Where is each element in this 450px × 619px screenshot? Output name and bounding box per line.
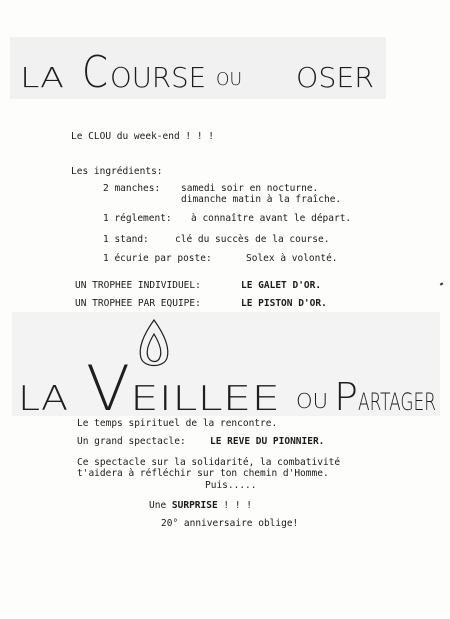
veillee-title-ou: OU	[296, 389, 328, 413]
trophy-individual-label: UN TROPHEE INDIVIDUEL:	[75, 280, 201, 291]
veillee-title-p-initial: P	[334, 375, 358, 416]
spectacle-value: LE REVE DU PIONNIER.	[210, 436, 325, 447]
reglement-value: à connaître avant le départ.	[191, 213, 352, 224]
ingredients-heading: Les ingrédients:	[71, 166, 163, 177]
veillee-banner	[12, 312, 440, 416]
course-banner-title	[10, 37, 386, 99]
spectacle-label: Un grand spectacle:	[77, 436, 186, 447]
surprise-suffix: ! ! !	[223, 500, 253, 511]
flame-icon	[140, 320, 168, 366]
course-title-c-initial: C	[82, 47, 108, 98]
course-title-la: LA	[20, 61, 64, 94]
veillee-banner-title	[12, 312, 440, 416]
paragraph-line1: Ce spectacle sur la solidarité, la combativité	[77, 457, 341, 468]
surprise-prefix: Une	[149, 500, 167, 511]
surprise-word: SURPRISE	[171, 500, 218, 511]
course-title-oser: OSER	[296, 61, 374, 94]
intro-line: Le CLOU du week-end ! ! !	[71, 131, 214, 142]
trophy-team-value: LE PISTON D'OR.	[241, 298, 327, 309]
stand-value: clé du succès de la course.	[175, 234, 330, 245]
paragraph-line2: t'aidera à réfléchir sur ton chemin d'Homme.	[77, 468, 329, 479]
reglement-label: 1 réglement:	[103, 213, 172, 224]
puis-line: Puis.....	[205, 480, 257, 491]
course-banner	[10, 37, 386, 99]
manches-label: 2 manches:	[103, 183, 161, 194]
veillee-title-rest2: ARTAGER	[358, 388, 436, 416]
ink-speck	[440, 282, 444, 285]
manches-line1: samedi soir en nocturne.	[181, 183, 319, 194]
stand-label: 1 stand:	[103, 234, 149, 245]
veillee-line1: Le temps spirituel de la rencontre.	[77, 418, 278, 429]
veillee-title-rest: EILLEE	[130, 379, 280, 416]
ecurie-label: 1 écurie par poste:	[103, 253, 212, 264]
surprise-line	[149, 500, 252, 511]
veillee-title-v-initial: V	[86, 352, 130, 416]
trophy-individual-value: LE GALET D'OR.	[241, 280, 322, 291]
ecurie-value: Solex à volonté.	[246, 253, 338, 264]
trophy-team-label: UN TROPHEE PAR EQUIPE:	[75, 298, 201, 309]
veillee-title-la: LA	[18, 379, 68, 416]
course-title-rest: OURSE	[110, 61, 206, 94]
course-title-ou: OU	[216, 69, 242, 90]
manches-line2: dimanche matin à la fraîche.	[181, 194, 342, 205]
anniversary-line: 20° anniversaire oblige!	[161, 518, 299, 529]
